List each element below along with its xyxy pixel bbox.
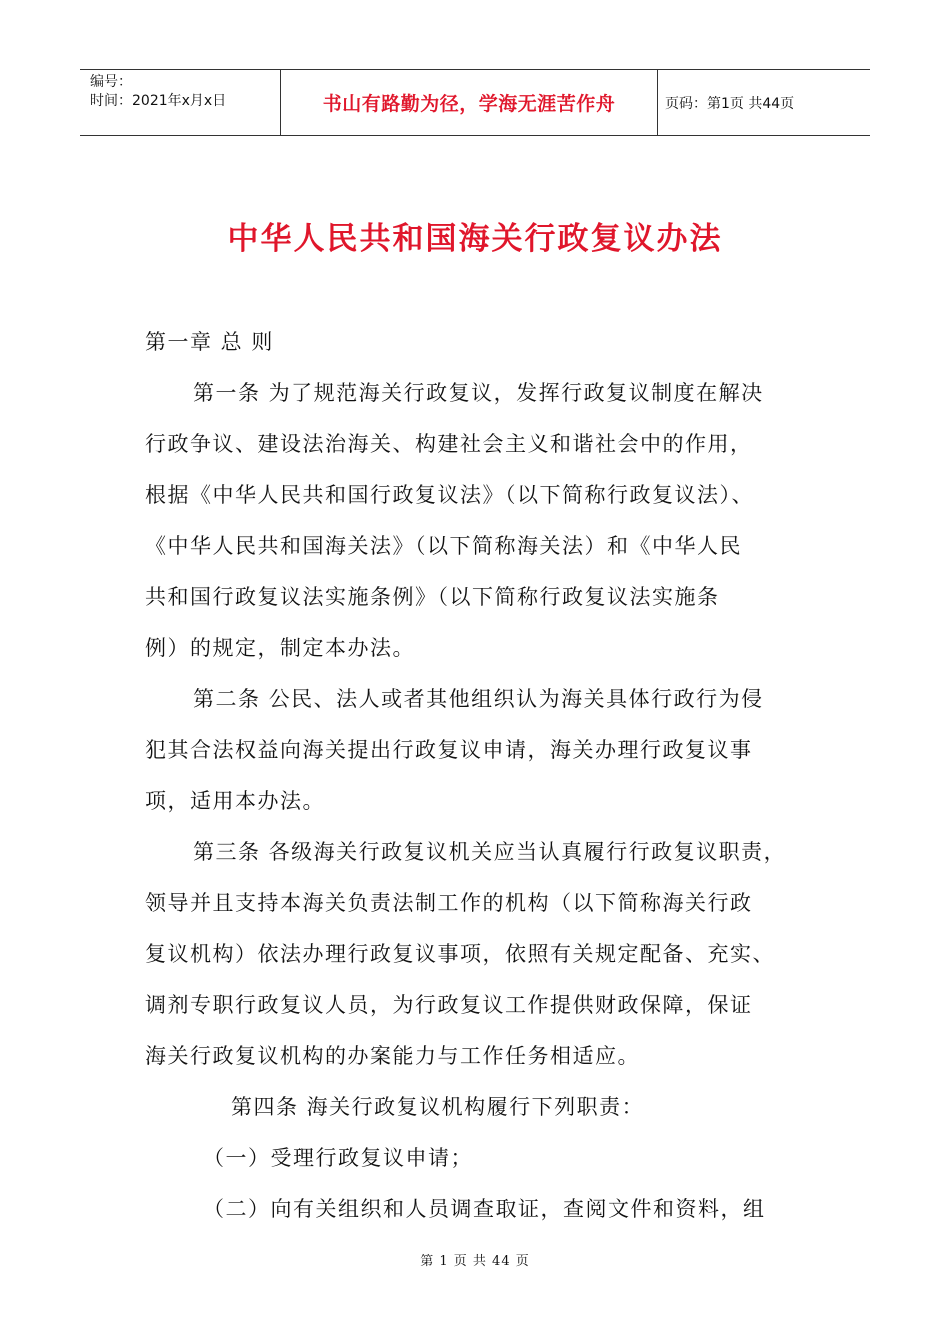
article-4-item: （二）向有关组织和人员调查取证，查阅文件和资料，组 [203, 1197, 766, 1221]
page-footer: 第 1 页 共 44 页 [420, 1254, 530, 1269]
article-1-line: 第一条 为了规范海关行政复议，发挥行政复议制度在解决 [193, 381, 764, 405]
article-2-line: 犯其合法权益向海关提出行政复议申请，海关办理行政复议事 [145, 738, 753, 762]
article-3-line: 调剂专职行政复议人员，为行政复议工作提供财政保障，保证 [145, 993, 753, 1017]
article-1-line: 根据《中华人民共和国行政复议法》（以下简称行政复议法）、 [145, 483, 754, 507]
article-4-item: （一）受理行政复议申请； [203, 1146, 473, 1170]
article-4-line: 第四条 海关行政复议机构履行下列职责： [231, 1095, 645, 1119]
article-3-line: 第三条 各级海关行政复议机关应当认真履行行政复议职责， [193, 840, 787, 864]
article-3-line: 复议机构）依法办理行政复议事项，依照有关规定配备、充实、 [145, 942, 775, 966]
article-3-line: 海关行政复议机构的办案能力与工作任务相适应。 [145, 1044, 640, 1068]
document-body [145, 317, 845, 1235]
page-header [80, 69, 870, 136]
article-1-line: 共和国行政复议法实施条例》（以下简称行政复议法实施条 [145, 585, 720, 609]
article-2-line: 第二条 公民、法人或者其他组织认为海关具体行政行为侵 [193, 687, 764, 711]
article-2-line: 项，适用本办法。 [145, 789, 325, 813]
header-motto: 书山有路勤为径，学海无涯苦作舟 [281, 70, 658, 135]
chapter-heading: 第一章 总 则 [145, 330, 274, 354]
article-1-line: 例）的规定，制定本办法。 [145, 636, 415, 660]
header-meta [80, 70, 281, 135]
document-title: 中华人民共和国海关行政复议办法 [227, 221, 723, 257]
article-1-line: 《中华人民共和国海关法》（以下简称海关法）和《中华人民 [145, 534, 742, 558]
article-3-line: 领导并且支持本海关负责法制工作的机构（以下简称海关行政 [145, 891, 753, 915]
article-1-line: 行政争议、建设法治海关、构建社会主义和谐社会中的作用， [145, 432, 753, 456]
header-page-info: 页码：第1页 共44页 [665, 95, 795, 112]
date-label: 时间：2021年x月x日 [90, 93, 227, 109]
number-label: 编号： [90, 74, 132, 90]
